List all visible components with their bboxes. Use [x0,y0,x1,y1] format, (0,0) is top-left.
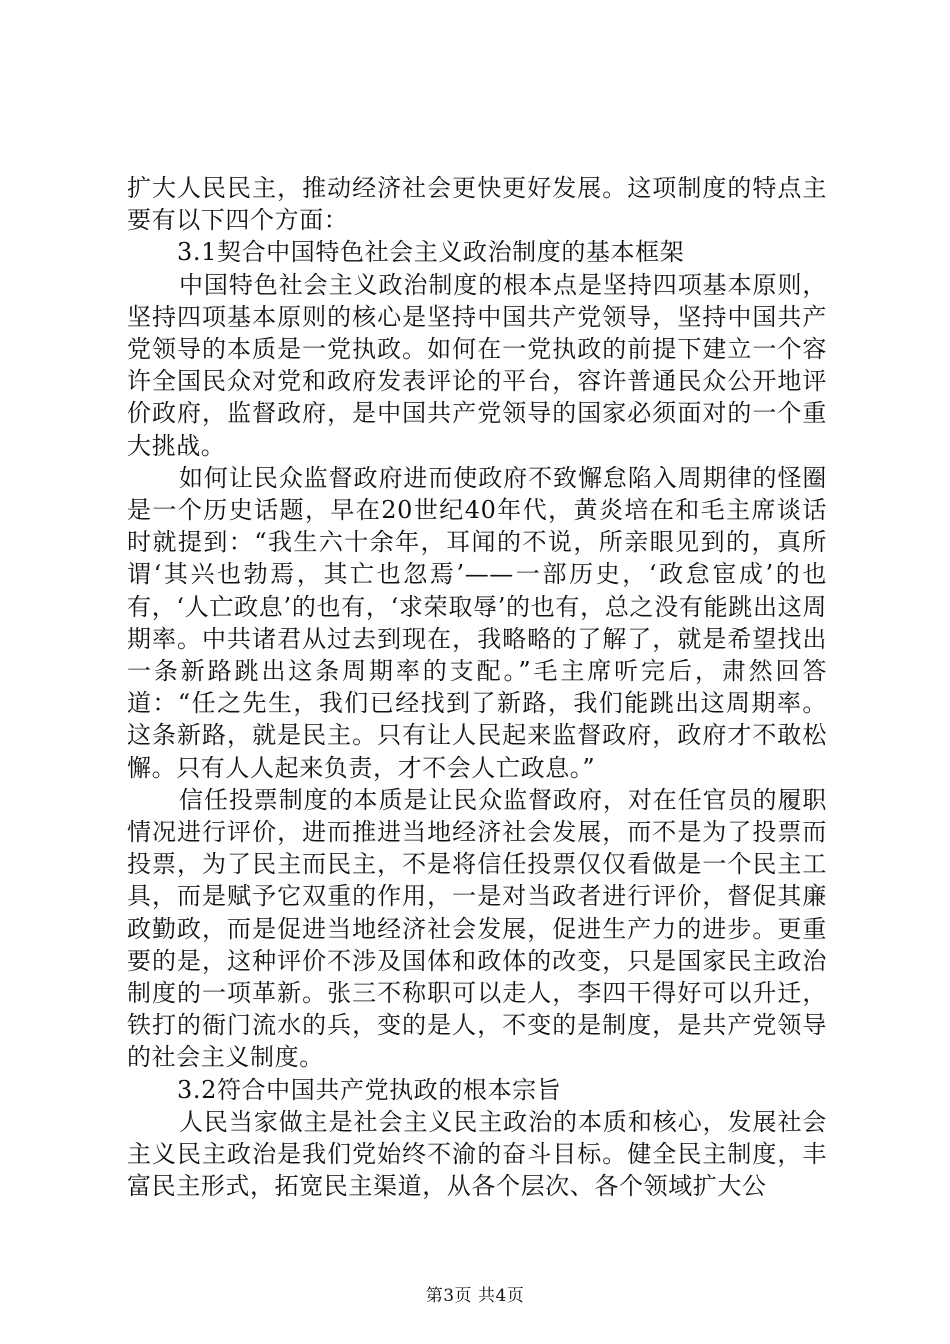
document-body [127,172,827,1203]
page-footer: 第3页 共4页 [425,1286,525,1306]
paragraph: 中国特色社会主义政治制度的根本点是坚持四项基本原则，坚持四项基本原则的核心是坚持中国共产党领导，坚持中国共产党领导的本质是一党执政。如何在一党执政的前提下建立一个容许全国民众对党和政府发表评论的平台，容许普通民众公开地评价政府，监督政府，是中国共产党领导的国家必须面对的一个重大挑战。 [127,270,827,460]
paragraph: 人民当家做主是社会主义民主政治的本质和核心，发展社会主义民主政治是我们党始终不渝的奋斗目标。健全民主制度，丰富民主形式，拓宽民主渠道，从各个层次、各个领域扩大公 [127,1107,827,1201]
paragraph-continued: 扩大人民民主，推动经济社会更快更好发展。这项制度的特点主要有以下四个方面： [127,174,827,235]
section-heading-3-1: 3.1契合中国特色社会主义政治制度的基本框架 [177,238,685,267]
paragraph: 信任投票制度的本质是让民众监督政府，对在任官员的履职情况进行评价，进而推进当地经济社会发展，而不是为了投票而投票，为了民主而民主，不是将信任投票仅仅看做是一个民主工具，而是赋予它双重的作用，一是对当政者进行评价，督促其廉政勤政，而是促进当地经济社会发展，促进生产力的进步。更重要的是，这种评价不涉及国体和政体的改变，只是国家民主政治制度的一项革新。张三不称职可以走人，李四干得好可以升迁，铁打的衙门流水的兵，变的是人，不变的是制度，是共产党领导的社会主义制度。 [127,785,827,1072]
paragraph: 如何让民众监督政府进而使政府不致懈怠陷入周期律的怪圈是一个历史话题，早在20世纪40年代，黄炎培在和毛主席谈话时就提到：“我生六十余年，耳闻的不说，所亲眼见到的，真所谓‘其兴也勃焉，其亡也忽焉’——一部历史，‘政怠宦成’的也有，‘人亡政息’的也有，‘求荣取辱’的也有，总之没有能跳出这周期率。中共诸君从过去到现在，我略略的了解了，就是希望找出一条新路跳出这条周期率的支配。”毛主席听完后，肃然回答道：“任之先生，我们已经找到了新路，我们能跳出这周期率。这条新路，就是民主。只有让人民起来监督政府，政府才不敢松懈。只有人人起来负责，才不会人亡政息。” [127,463,827,782]
section-heading-3-2: 3.2符合中国共产党执政的根本宗旨 [177,1075,562,1104]
